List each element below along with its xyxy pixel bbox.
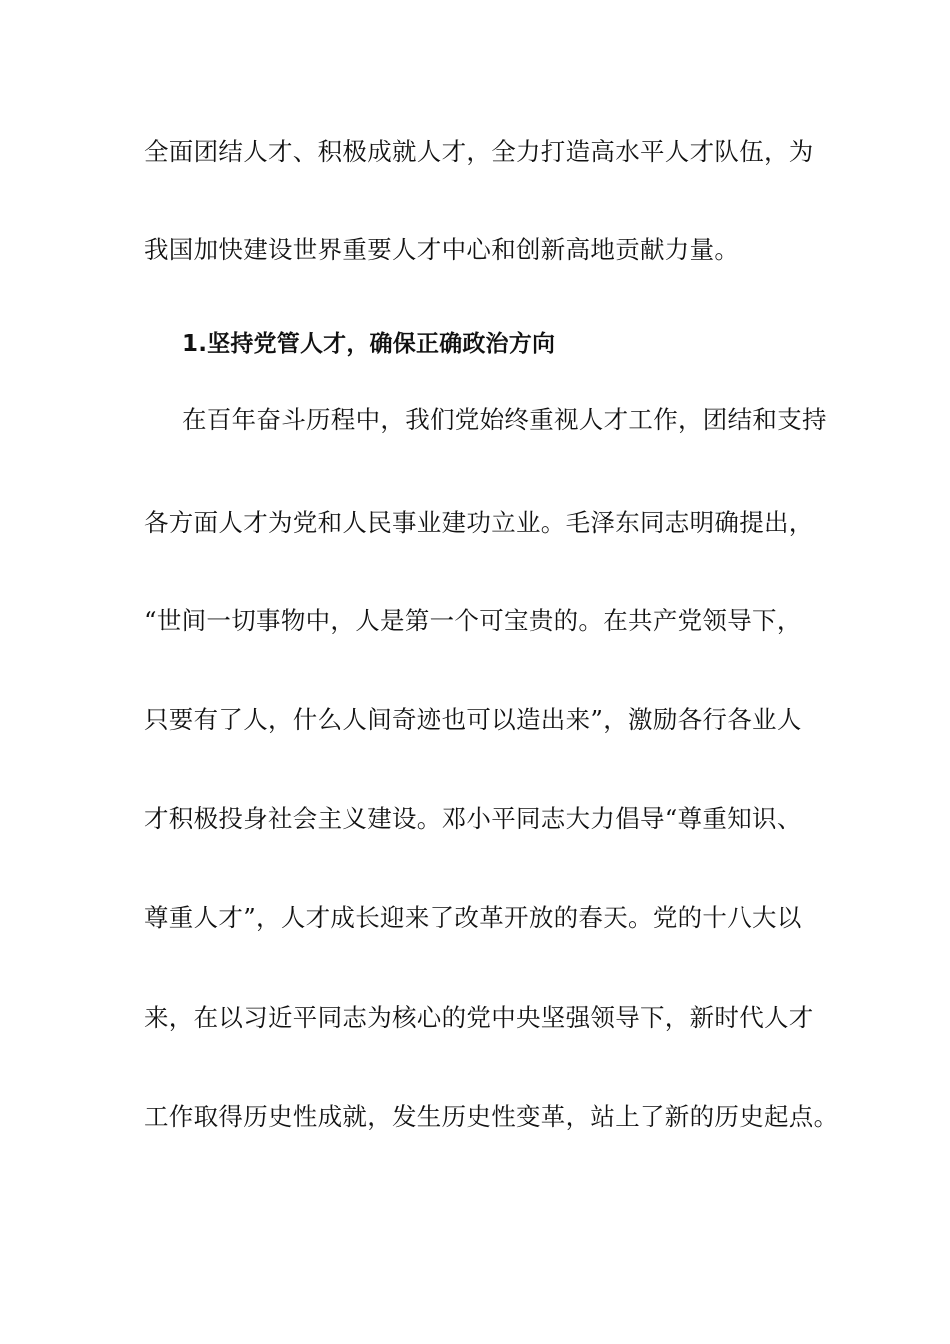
paragraph-line: 只要有了人，什么人间奇迹也可以造出来”，激励各行各业人 [144, 705, 802, 734]
paragraph-line: 各方面人才为党和人民事业建功立业。毛泽东同志明确提出， [144, 508, 814, 537]
paragraph-line: 在百年奋斗历程中，我们党始终重视人才工作，团结和支持 [182, 405, 827, 434]
paragraph-line: “世间一切事物中，人是第一个可宝贵的。在共产党领导下， [144, 606, 802, 635]
paragraph-line: 尊重人才”，人才成长迎来了改革开放的春天。党的十八大以 [144, 903, 802, 932]
paragraph-line: 工作取得历史性成就，发生历史性变革，站上了新的历史起点。 [144, 1102, 839, 1131]
section-heading: 1.坚持党管人才，确保正确政治方向 [182, 331, 556, 357]
paragraph-line: 全面团结人才、积极成就人才，全力打造高水平人才队伍，为 [144, 137, 814, 166]
paragraph-line: 来，在以习近平同志为核心的党中央坚强领导下，新时代人才 [144, 1003, 814, 1032]
paragraph-line: 我国加快建设世界重要人才中心和创新高地贡献力量。 [144, 235, 740, 264]
paragraph-line: 才积极投身社会主义建设。邓小平同志大力倡导“尊重知识、 [144, 804, 802, 833]
